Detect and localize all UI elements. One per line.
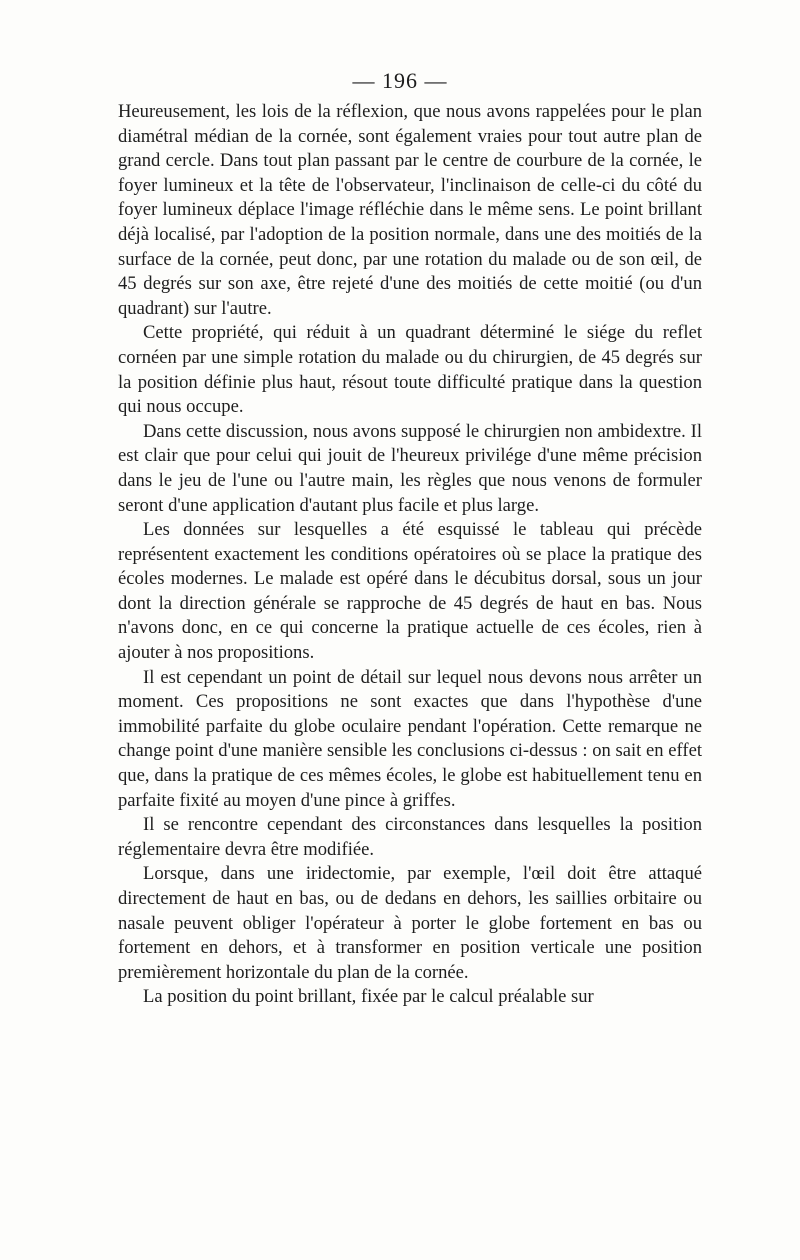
- paragraph-8: La position du point brillant, fixée par le calcul préalable sur: [143, 986, 594, 1008]
- paragraph-1: Heureusement, les lois de la réflexion, que nous avons rappelées pour le plan diamétral médian de la cornée, sont également vraies pour tout autre plan de grand cercle. Dans tout plan passant par le centre de courbure de la cornée, le foyer lumineux et la tête de l'observateur, l'inclinaison de celle-ci du côté du foyer lumineux déplace l'image réfléchie dans le même sens. Le point brillant déjà localisé, par l'adoption de la position normale, dans une des moitiés de la surface de la cornée, peut donc, par une rotation du malade ou de son œil, de 45 degrés sur son axe, être rejeté d'une des moitiés de cette moitié (ou d'un quadrant) sur l'autre.: [118, 101, 702, 319]
- paragraph-6: Il se rencontre cependant des circonstances dans lesquelles la position réglementaire devra être modifiée.: [118, 814, 702, 860]
- page-number: — 196 —: [352, 68, 448, 93]
- paragraph-5: Il est cependant un point de détail sur lequel nous devons nous arrêter un moment. Ces propositions ne sont exactes que dans l'hypothèse d'une immobilité parfaite du globe oculaire pendant l'opération. Cette remarque ne change point d'une manière sensible les conclusions ci-dessus : on sait en effet que, dans la pratique de ces mêmes écoles, le globe est habituellement tenu en parfaite fixité au moyen d'une pince à griffes.: [118, 666, 702, 811]
- paragraph-3: Dans cette discussion, nous avons supposé le chirurgien non ambidextre. Il est clair que pour celui qui jouit de l'heureux privilége d'une même précision dans le jeu de l'une ou l'autre main, les règles que nous venons de formuler seront d'une application d'autant plus facile et plus large.: [118, 420, 702, 516]
- paragraph-2: Cette propriété, qui réduit à un quadrant déterminé le siége du reflet cornéen par une simple rotation du malade ou du chirurgien, de 45 degrés sur la position définie plus haut, résout toute difficulté pratique dans la question qui nous occupe.: [118, 322, 702, 418]
- body-text: [118, 100, 702, 1010]
- paragraph-4: Les données sur lesquelles a été esquissé le tableau qui précède représentent exactement les conditions opératoires où se place la pratique des écoles modernes. Le malade est opéré dans le décubitus dorsal, sous un jour dont la direction générale se rapproche de 45 degrés de haut en bas. Nous n'avons donc, en ce qui concerne la pratique actuelle de ces écoles, rien à ajouter à nos propositions.: [118, 519, 702, 664]
- paragraph-7: Lorsque, dans une iridectomie, par exemple, l'œil doit être attaqué directement de haut en bas, ou de dedans en dehors, les saillies orbitaire ou nasale peuvent obliger l'opérateur à porter le globe fortement en bas ou fortement en dehors, et à transformer en position verticale une position premièrement horizontale du plan de la cornée.: [118, 863, 702, 983]
